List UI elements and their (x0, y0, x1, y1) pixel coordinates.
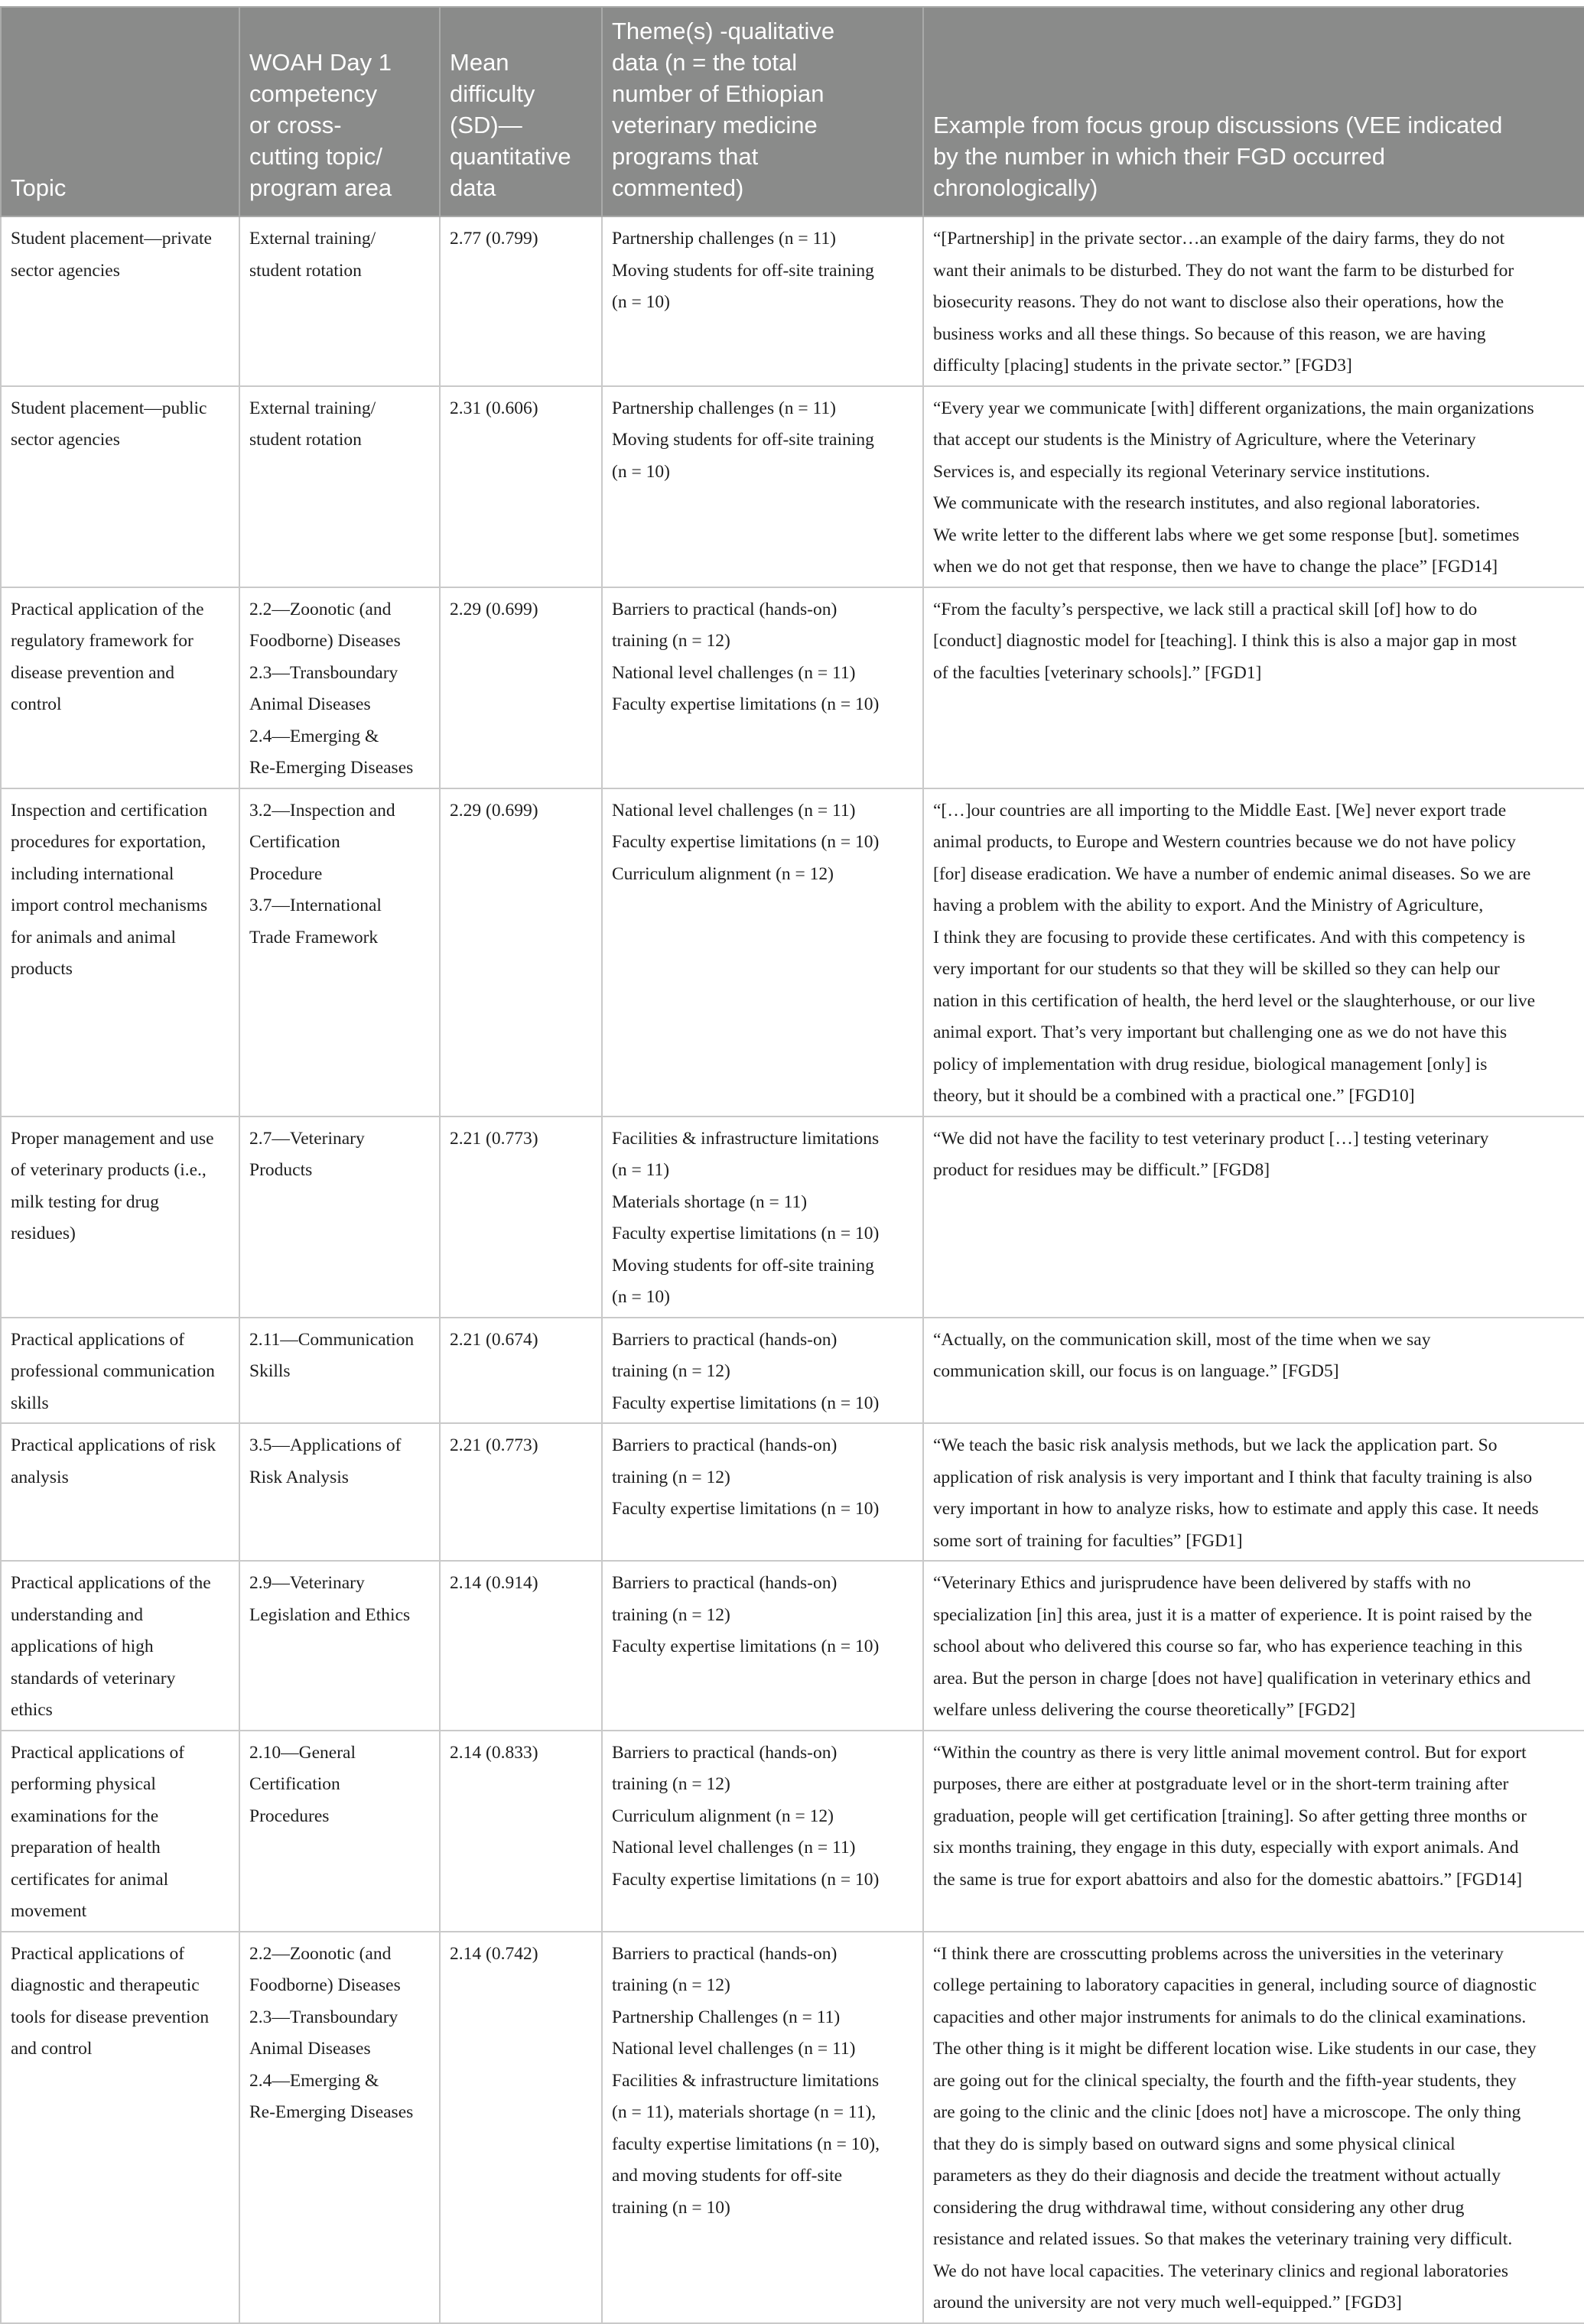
cell-line: 2.7—Veterinary (249, 1128, 365, 1149)
cell-line: faculty expertise limitations (n = 10), (612, 2134, 880, 2154)
cell-line: diagnostic and therapeutic (11, 1975, 200, 1995)
example-cell (923, 216, 1584, 386)
cell-line: application of risk analysis is very important and I think that faculty training is also (933, 1467, 1533, 1487)
cell-line: certificates for animal (11, 1869, 169, 1890)
cell-line: difficulty [placing] students in the private sector.” [FGD3] (933, 356, 1352, 375)
cell-line: External training/ (249, 229, 376, 249)
cell-line: that accept our students is the Ministry of Agriculture, where the Veterinary (933, 430, 1476, 450)
header-line: Topic (11, 174, 67, 201)
cell-line: regulatory framework for (11, 631, 194, 651)
table-row (1, 216, 1584, 386)
cell-line: that they do is simply based on outward signs and some physical clinical (933, 2134, 1456, 2154)
header-line: WOAH Day 1 (249, 49, 392, 76)
header-line: competency (249, 80, 378, 107)
cell-line: 2.4—Emerging & (249, 726, 379, 746)
table-header (1, 7, 1584, 216)
cell-line: Faculty expertise limitations (n = 10) (612, 1224, 880, 1243)
cell-line: Moving students for off-site training (612, 430, 874, 450)
cell-line: 2.14 (0.833) (450, 1742, 538, 1763)
header-line: program area (249, 174, 392, 201)
cell-line: Re-Emerging Diseases (249, 758, 414, 778)
cell-line: 2.14 (0.914) (450, 1573, 538, 1593)
difficulty-cell (440, 1731, 602, 1932)
competency-difficulty-table (0, 6, 1584, 2324)
example-cell (923, 587, 1584, 788)
header-line: programs that (612, 143, 759, 170)
cell-line: (n = 11) (612, 1160, 670, 1180)
example-cell (923, 1318, 1584, 1424)
header-line: Example from focus group discussions (VEE indicated (933, 112, 1503, 138)
cell-line: “Every year we communicate [with] different organizations, the main organizations (933, 398, 1534, 418)
header-line: by the number in which their FGD occurred (933, 143, 1385, 170)
cell-line: Student placement—public (11, 398, 207, 418)
cell-line: 3.7—International (249, 895, 382, 915)
cell-line: National level challenges (n = 11) (612, 1838, 856, 1858)
cell-line: Animal Diseases (249, 694, 371, 714)
cell-line: 3.2—Inspection and (249, 800, 395, 821)
table-row (1, 1116, 1584, 1318)
cell-line: 2.21 (0.674) (450, 1329, 538, 1350)
cell-line: import control mechanisms (11, 895, 208, 915)
cell-line: Moving students for off-site training (612, 260, 874, 281)
cell-line: Partnership Challenges (n = 11) (612, 2007, 841, 2027)
table-row (1, 1318, 1584, 1424)
cell-line: Student placement—private (11, 229, 212, 249)
header-line: Mean (450, 49, 509, 76)
cell-line: Faculty expertise limitations (n = 10) (612, 832, 880, 852)
topic-cell (1, 1561, 239, 1731)
cell-line: Practical application of the (11, 599, 204, 619)
header-example (923, 7, 1584, 216)
cell-line: animal products, to Europe and Western countries because we do not have policy (933, 832, 1516, 852)
cell-line: Materials shortage (n = 11) (612, 1191, 808, 1212)
cell-line: Services is, and especially its regional Veterinary service institutions. (933, 461, 1430, 482)
cell-line: Partnership challenges (n = 11) (612, 229, 836, 249)
cell-line: products (11, 959, 73, 979)
cell-line: Practical applications of (11, 1742, 185, 1763)
example-cell (923, 1932, 1584, 2323)
difficulty-cell (440, 1561, 602, 1731)
themes-cell (602, 1423, 923, 1561)
cell-line: 2.31 (0.606) (450, 398, 538, 418)
cell-line: nation in this certification of health, the herd level or the slaughterhouse, or our live (933, 990, 1536, 1011)
cell-line: theory, but it should be a combined with a practical one.” [FGD10] (933, 1086, 1415, 1106)
cell-line: parameters as they do their diagnosis and decide the treatment without actually (933, 2166, 1501, 2186)
cell-line: 2.3—Transboundary (249, 2007, 398, 2027)
example-cell (923, 788, 1584, 1116)
table-container (0, 6, 1584, 2324)
cell-line: very important for our students so that they will be skilled so they can help our (933, 959, 1500, 979)
cell-line: performing physical (11, 1774, 156, 1794)
difficulty-cell (440, 1423, 602, 1561)
cell-line: and moving students for off-site (612, 2166, 843, 2186)
cell-line: 2.29 (0.699) (450, 599, 538, 619)
header-themes (602, 7, 923, 216)
header-competency (239, 7, 440, 216)
cell-line: animal export. That’s very important but challenging one as we do not have this (933, 1022, 1508, 1042)
difficulty-cell (440, 386, 602, 587)
cell-line: training (n = 12) (612, 1361, 730, 1381)
cell-line: movement (11, 1901, 87, 1921)
topic-cell (1, 1932, 239, 2323)
example-cell (923, 1116, 1584, 1318)
cell-line: disease prevention and (11, 662, 175, 683)
cell-line: (n = 10) (612, 292, 670, 312)
competency-cell (239, 386, 440, 587)
cell-line: student rotation (249, 430, 362, 450)
topic-cell (1, 1423, 239, 1561)
cell-line: business works and all these things. So because of this reason, we are having (933, 323, 1486, 344)
topic-cell (1, 788, 239, 1116)
cell-line: communication skill, our focus is on language.” [FGD5] (933, 1361, 1339, 1381)
cell-line: Re-Emerging Diseases (249, 2102, 414, 2122)
cell-line: procedures for exportation, (11, 832, 207, 852)
topic-cell (1, 386, 239, 587)
difficulty-cell (440, 1932, 602, 2323)
cell-line: Procedures (249, 1806, 330, 1826)
cell-line: are going out for the clinical specialty, the fourth and the fifth-year students, they (933, 2070, 1517, 2091)
cell-line: Proper management and use (11, 1128, 214, 1149)
cell-line: specialization [in] this area, just it is a matter of experience. It is point raised by the (933, 1604, 1533, 1625)
cell-line: National level challenges (n = 11) (612, 2039, 856, 2059)
header-line: number of Ethiopian (612, 80, 825, 107)
cell-line: 2.4—Emerging & (249, 2070, 379, 2091)
cell-line: 2.2—Zoonotic (and (249, 599, 392, 619)
cell-line: Procedure (249, 863, 323, 884)
cell-line: Products (249, 1160, 313, 1180)
cell-line: training (n = 10) (612, 2197, 730, 2218)
header-line: difficulty (450, 80, 535, 107)
competency-cell (239, 587, 440, 788)
cell-line: area. But the person in charge [does not have] qualification in veterinary ethics and (933, 1668, 1531, 1689)
header-row (1, 7, 1584, 216)
cell-line: Faculty expertise limitations (n = 10) (612, 1393, 880, 1413)
cell-line: Facilities & infrastructure limitations (612, 1128, 880, 1149)
cell-line: Risk Analysis (249, 1467, 349, 1487)
cell-line: I think they are focusing to provide these certificates. And with this competency is (933, 927, 1525, 947)
header-line: Theme(s) -qualitative (612, 18, 835, 44)
competency-cell (239, 1932, 440, 2323)
themes-cell (602, 788, 923, 1116)
cell-line: 2.3—Transboundary (249, 662, 398, 683)
cell-line: skills (11, 1393, 49, 1413)
competency-cell (239, 1731, 440, 1932)
header-line: veterinary medicine (612, 112, 818, 138)
cell-line: 3.5—Applications of (249, 1435, 402, 1455)
cell-line: “We did not have the facility to test veterinary product […] testing veterinary (933, 1128, 1489, 1149)
table-row (1, 1561, 1584, 1731)
cell-line: Barriers to practical (hands-on) (612, 1943, 838, 1964)
cell-line: Trade Framework (249, 927, 379, 947)
topic-cell (1, 1116, 239, 1318)
difficulty-cell (440, 587, 602, 788)
cell-line: 2.9—Veterinary (249, 1573, 365, 1593)
themes-cell (602, 386, 923, 587)
header-line: quantitative (450, 143, 571, 170)
cell-line: “From the faculty’s perspective, we lack still a practical skill [of] how to do (933, 599, 1478, 619)
cell-line: [for] disease eradication. We have a number of endemic animal diseases. So we are (933, 863, 1531, 884)
cell-line: analysis (11, 1467, 69, 1487)
example-cell (923, 1423, 1584, 1561)
cell-line: “Within the country as there is very little animal movement control. But for export (933, 1742, 1527, 1763)
themes-cell (602, 216, 923, 386)
cell-line: 2.2—Zoonotic (and (249, 1943, 392, 1964)
cell-line: Certification (249, 1774, 340, 1794)
cell-line: preparation of health (11, 1838, 161, 1858)
cell-line: We do not have local capacities. The veterinary clinics and regional laboratories (933, 2261, 1508, 2281)
cell-line: resistance and related issues. So that makes the veterinary training very difficult. (933, 2229, 1513, 2249)
difficulty-cell (440, 1116, 602, 1318)
cell-line: (n = 10) (612, 461, 670, 482)
cell-line: Practical applications of (11, 1943, 185, 1964)
themes-cell (602, 587, 923, 788)
cell-line: examinations for the (11, 1806, 159, 1826)
cell-line: tools for disease prevention (11, 2007, 210, 2027)
cell-line: around the university are not very much well-equipped.” [FGD3] (933, 2293, 1402, 2313)
header-topic (1, 7, 239, 216)
header-difficulty (440, 7, 602, 216)
cell-line: 2.14 (0.742) (450, 1943, 538, 1964)
cell-line: having a problem with the ability to export. And the Ministry of Agriculture, (933, 895, 1484, 915)
cell-line: of veterinary products (i.e., (11, 1160, 207, 1180)
cell-line: Faculty expertise limitations (n = 10) (612, 1869, 880, 1890)
cell-line: Faculty expertise limitations (n = 10) (612, 694, 880, 714)
cell-line: “Veterinary Ethics and jurisprudence have been delivered by staffs with no (933, 1573, 1472, 1593)
cell-line: Certification (249, 832, 340, 852)
cell-line: The other thing is it might be different location wise. Like students in our case, they (933, 2039, 1537, 2059)
header-line: cutting topic/ (249, 143, 383, 170)
cell-line: Faculty expertise limitations (n = 10) (612, 1637, 880, 1656)
themes-cell (602, 1116, 923, 1318)
header-line: (SD)— (450, 112, 522, 138)
table-row (1, 788, 1584, 1116)
topic-cell (1, 216, 239, 386)
competency-cell (239, 788, 440, 1116)
cell-line: Practical applications of risk (11, 1435, 216, 1455)
table-row (1, 1731, 1584, 1932)
cell-line: training (n = 12) (612, 1604, 730, 1625)
cell-line: Faculty expertise limitations (n = 10) (612, 1499, 880, 1519)
cell-line: 2.21 (0.773) (450, 1435, 538, 1455)
cell-line: Barriers to practical (hands-on) (612, 1329, 838, 1350)
competency-cell (239, 1561, 440, 1731)
themes-cell (602, 1731, 923, 1932)
cell-line: very important in how to analyze risks, how to estimate and apply this case. It needs (933, 1499, 1539, 1519)
cell-line: We write letter to the different labs where we get some response [but]. sometimes (933, 525, 1520, 545)
cell-line: “[Partnership] in the private sector…an example of the dairy farms, they do not (933, 229, 1505, 249)
cell-line: when we do not get that response, then we have to change the place” [FGD14] (933, 557, 1498, 577)
cell-line: [conduct] diagnostic model for [teaching]. I think this is also a major gap in most (933, 631, 1517, 651)
cell-line: Practical applications of (11, 1329, 185, 1350)
cell-line: biosecurity reasons. They do not want to disclose also their operations, how the (933, 292, 1504, 312)
competency-cell (239, 1423, 440, 1561)
cell-line: training (n = 12) (612, 631, 730, 651)
cell-line: applications of high (11, 1637, 154, 1656)
cell-line: residues) (11, 1224, 76, 1243)
cell-line: “[…]our countries are all importing to the Middle East. [We] never export trade (933, 800, 1507, 821)
cell-line: “Actually, on the communication skill, most of the time when we say (933, 1329, 1431, 1350)
cell-line: 2.10—General (249, 1742, 356, 1763)
cell-line: are going to the clinic and the clinic [does not] have a microscope. The only thing (933, 2102, 1521, 2122)
cell-line: policy of implementation with drug residue, biological management [only] is (933, 1054, 1488, 1074)
cell-line: six months training, they engage in this duty, especially with export animals. And (933, 1838, 1519, 1858)
cell-line: graduation, people will get certification [training]. So after getting three months or (933, 1806, 1527, 1826)
cell-line: Moving students for off-site training (612, 1255, 874, 1276)
cell-line: Skills (249, 1361, 291, 1381)
example-cell (923, 386, 1584, 587)
cell-line: External training/ (249, 398, 376, 418)
cell-line: school about who delivered this course so far, who has experience teaching in this (933, 1637, 1523, 1656)
cell-line: Legislation and Ethics (249, 1604, 411, 1625)
cell-line: sector agencies (11, 430, 120, 450)
cell-line: National level challenges (n = 11) (612, 662, 856, 683)
cell-line: control (11, 694, 62, 714)
cell-line: 2.21 (0.773) (450, 1128, 538, 1149)
cell-line: some sort of training for faculties” [FGD1] (933, 1530, 1243, 1551)
header-line: data (450, 174, 496, 201)
themes-cell (602, 1932, 923, 2323)
cell-line: 2.77 (0.799) (450, 229, 538, 249)
cell-line: Partnership challenges (n = 11) (612, 398, 836, 418)
cell-line: including international (11, 863, 174, 884)
cell-line: 2.11—Communication (249, 1329, 415, 1350)
topic-cell (1, 587, 239, 788)
cell-line: We communicate with the research institutes, and also regional laboratories. (933, 493, 1481, 513)
cell-line: welfare unless delivering the course theoretically” [FGD2] (933, 1700, 1356, 1720)
cell-line: Barriers to practical (hands-on) (612, 1742, 838, 1763)
cell-line: college pertaining to laboratory capacities in general, including source of diagnostic (933, 1975, 1537, 1995)
header-line: or cross- (249, 112, 342, 138)
cell-line: sector agencies (11, 260, 120, 281)
cell-line: training (n = 12) (612, 1774, 730, 1794)
cell-line: National level challenges (n = 11) (612, 800, 856, 821)
difficulty-cell (440, 216, 602, 386)
themes-cell (602, 1561, 923, 1731)
difficulty-cell (440, 1318, 602, 1424)
cell-line: standards of veterinary (11, 1668, 176, 1689)
example-cell (923, 1561, 1584, 1731)
cell-line: 2.29 (0.699) (450, 800, 538, 821)
cell-line: Curriculum alignment (n = 12) (612, 1806, 834, 1826)
competency-cell (239, 1116, 440, 1318)
cell-line: Barriers to practical (hands-on) (612, 599, 838, 619)
cell-line: for animals and animal (11, 927, 176, 947)
competency-cell (239, 216, 440, 386)
cell-line: Inspection and certification (11, 800, 208, 821)
cell-line: professional communication (11, 1361, 215, 1381)
topic-cell (1, 1318, 239, 1424)
competency-cell (239, 1318, 440, 1424)
cell-line: “I think there are crosscutting problems across the universities in the veterinary (933, 1943, 1504, 1964)
cell-line: capacities and other major instruments for animals to do the clinical examinations. (933, 2007, 1527, 2027)
cell-line: purposes, there are either at postgraduate level or in the short-term training after (933, 1774, 1509, 1794)
difficulty-cell (440, 788, 602, 1116)
cell-line: “We teach the basic risk analysis methods, but we lack the application part. So (933, 1435, 1498, 1455)
table-row (1, 386, 1584, 587)
header-line: data (n = the total (612, 49, 798, 76)
cell-line: (n = 10) (612, 1287, 670, 1307)
header-line: commented) (612, 174, 744, 201)
cell-line: milk testing for drug (11, 1191, 159, 1212)
table-row (1, 1932, 1584, 2323)
example-cell (923, 1731, 1584, 1932)
cell-line: understanding and (11, 1604, 143, 1625)
cell-line: ethics (11, 1700, 53, 1720)
cell-line: Practical applications of the (11, 1573, 211, 1593)
cell-line: considering the drug withdrawal time, without considering any other drug (933, 2197, 1465, 2218)
cell-line: Facilities & infrastructure limitations (612, 2070, 880, 2091)
cell-line: Foodborne) Diseases (249, 631, 401, 651)
cell-line: Foodborne) Diseases (249, 1975, 401, 1995)
cell-line: (n = 11), materials shortage (n = 11), (612, 2102, 877, 2122)
cell-line: student rotation (249, 260, 362, 281)
cell-line: Barriers to practical (hands-on) (612, 1435, 838, 1455)
cell-line: product for residues may be difficult.” [FGD8] (933, 1160, 1270, 1180)
header-line: chronologically) (933, 174, 1098, 201)
cell-line: want their animals to be disturbed. They do not want the farm to be disturbed for (933, 260, 1514, 281)
cell-line: of the faculties [veterinary schools].” [FGD1] (933, 662, 1262, 683)
table-row (1, 587, 1584, 788)
cell-line: the same is true for export abattoirs and also for the domestic abattoirs.” [FGD14] (933, 1869, 1523, 1890)
cell-line: training (n = 12) (612, 1975, 730, 1995)
themes-cell (602, 1318, 923, 1424)
cell-line: Curriculum alignment (n = 12) (612, 863, 834, 884)
cell-line: and control (11, 2039, 93, 2059)
topic-cell (1, 1731, 239, 1932)
cell-line: Barriers to practical (hands-on) (612, 1573, 838, 1593)
cell-line: training (n = 12) (612, 1467, 730, 1487)
table-body (1, 216, 1584, 2323)
table-row (1, 1423, 1584, 1561)
cell-line: Animal Diseases (249, 2039, 371, 2059)
